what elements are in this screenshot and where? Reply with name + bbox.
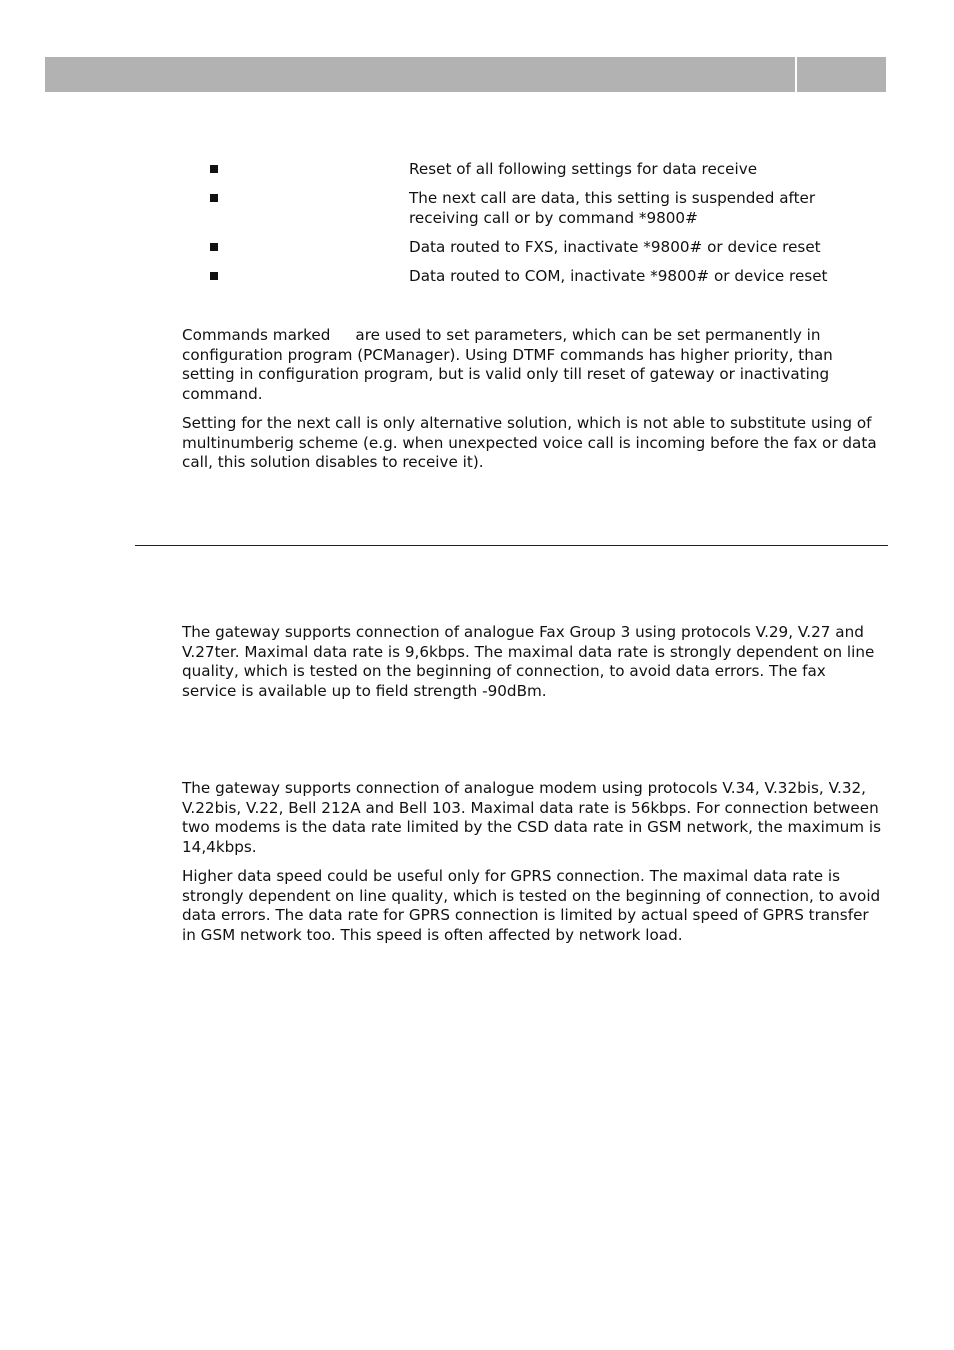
list-item-text: Data routed to FXS, inactivate *9800# or device reset (409, 238, 821, 256)
header-page-number-block (797, 57, 886, 92)
square-bullet-icon (210, 165, 218, 173)
list-item (208, 237, 888, 257)
square-bullet-icon (210, 272, 218, 280)
modem-paragraph: The gateway supports connection of analogue modem using protocols V.34, V.32bis, V.32, V.22bis, V.22, Bell 212A and Bell 103. Maximal data rate is 56kbps. For connection between two modems is the data rate limited by the CSD data rate in GSM network, the maximum is 14,4kbps. (182, 779, 882, 856)
gprs-paragraph: Higher data speed could be useful only for GPRS connection. The maximal data rate is strongly dependent on line quality, which is tested on the beginning of connection, to avoid data errors. The data rate for GPRS connection is limited by actual speed of GPRS transfer in GSM network too. This speed is often affected by network load. (182, 867, 881, 944)
section-divider (135, 545, 888, 546)
page-header-bar (45, 57, 886, 92)
header-title-block (45, 57, 795, 92)
data-receive-settings-list (208, 159, 888, 295)
list-item-text: The next call are data, this setting is suspended after receiving call or by command *9800# (409, 189, 816, 227)
commands-note-rest: are used to set parameters, which can be set permanently in configuration program (PCManager). Using DTMF commands has higher priority, than setting in configuration program, but is valid only till reset of gateway or inactivating command. (182, 326, 833, 403)
fax-paragraph: The gateway supports connection of analogue Fax Group 3 using protocols V.29, V.27 and V.27ter. Maximal data rate is 9,6kbps. The maximal data rate is strongly dependent on line quality, which is tested on the beginning of connection, to avoid data errors. The fax service is available up to field strength -90dBm. (182, 623, 875, 700)
list-item (208, 266, 888, 286)
square-bullet-icon (210, 194, 218, 202)
list-item (208, 159, 888, 179)
next-call-note-paragraph: Setting for the next call is only alternative solution, which is not able to substitute using of multinumberig scheme (e.g. when unexpected voice call is incoming before the fax or data call, this solution disables to receive it). (182, 414, 877, 472)
list-item-text: Data routed to COM, inactivate *9800# or device reset (409, 267, 828, 285)
list-item (208, 188, 888, 228)
square-bullet-icon (210, 243, 218, 251)
commands-note-paragraph (182, 326, 884, 404)
list-item-text: Reset of all following settings for data receive (409, 160, 758, 178)
commands-note-start: Commands marked (182, 326, 331, 344)
